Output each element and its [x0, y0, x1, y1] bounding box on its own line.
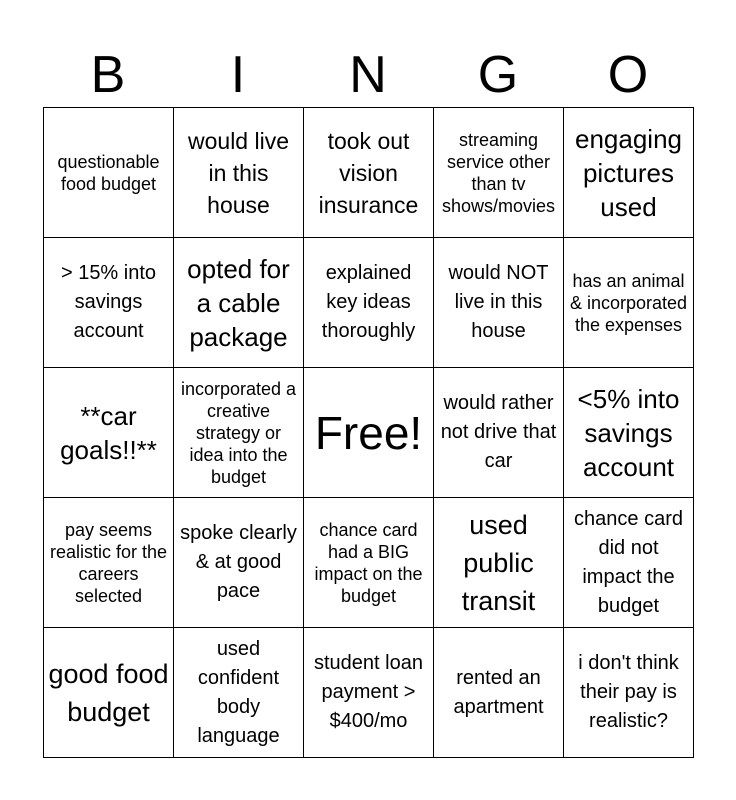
- bingo-cell[interactable]: has an animal & incorporated the expenses: [564, 238, 694, 368]
- header-letter-g: G: [477, 46, 519, 104]
- bingo-cell[interactable]: good food budget: [44, 628, 174, 758]
- board-row: [44, 238, 694, 368]
- free-space-cell[interactable]: Free!: [304, 368, 434, 498]
- header-letter-o: O: [607, 46, 649, 104]
- bingo-cell[interactable]: questionable food budget: [44, 108, 174, 238]
- bingo-cell[interactable]: opted for a cable package: [174, 238, 304, 368]
- bingo-cell[interactable]: streaming service other than tv shows/movies: [434, 108, 564, 238]
- board-row: [44, 498, 694, 628]
- header-letter-i: I: [230, 46, 246, 104]
- bingo-cell[interactable]: rented an apartment: [434, 628, 564, 758]
- bingo-header: [43, 48, 693, 103]
- bingo-cell[interactable]: used public transit: [434, 498, 564, 628]
- bingo-cell[interactable]: would NOT live in this house: [434, 238, 564, 368]
- bingo-cell[interactable]: chance card did not impact the budget: [564, 498, 694, 628]
- bingo-cell[interactable]: pay seems realistic for the careers selected: [44, 498, 174, 628]
- bingo-cell[interactable]: chance card had a BIG impact on the budget: [304, 498, 434, 628]
- bingo-cell[interactable]: incorporated a creative strategy or idea into the budget: [174, 368, 304, 498]
- board-row: [44, 628, 694, 758]
- bingo-cell[interactable]: **car goals!!**: [44, 368, 174, 498]
- bingo-cell[interactable]: would rather not drive that car: [434, 368, 564, 498]
- header-letter-b: B: [90, 46, 126, 104]
- bingo-cell[interactable]: student loan payment > $400/mo: [304, 628, 434, 758]
- bingo-cell[interactable]: spoke clearly & at good pace: [174, 498, 304, 628]
- bingo-cell[interactable]: engaging pictures used: [564, 108, 694, 238]
- bingo-cell[interactable]: i don't think their pay is realistic?: [564, 628, 694, 758]
- bingo-cell[interactable]: used confident body language: [174, 628, 304, 758]
- header-letter-n: N: [349, 46, 387, 104]
- bingo-cell[interactable]: explained key ideas thoroughly: [304, 238, 434, 368]
- bingo-cell[interactable]: <5% into savings account: [564, 368, 694, 498]
- bingo-cell[interactable]: would live in this house: [174, 108, 304, 238]
- bingo-cell[interactable]: took out vision insurance: [304, 108, 434, 238]
- bingo-board: [43, 107, 694, 758]
- board-row: [44, 108, 694, 238]
- bingo-cell[interactable]: > 15% into savings account: [44, 238, 174, 368]
- board-row: [44, 368, 694, 498]
